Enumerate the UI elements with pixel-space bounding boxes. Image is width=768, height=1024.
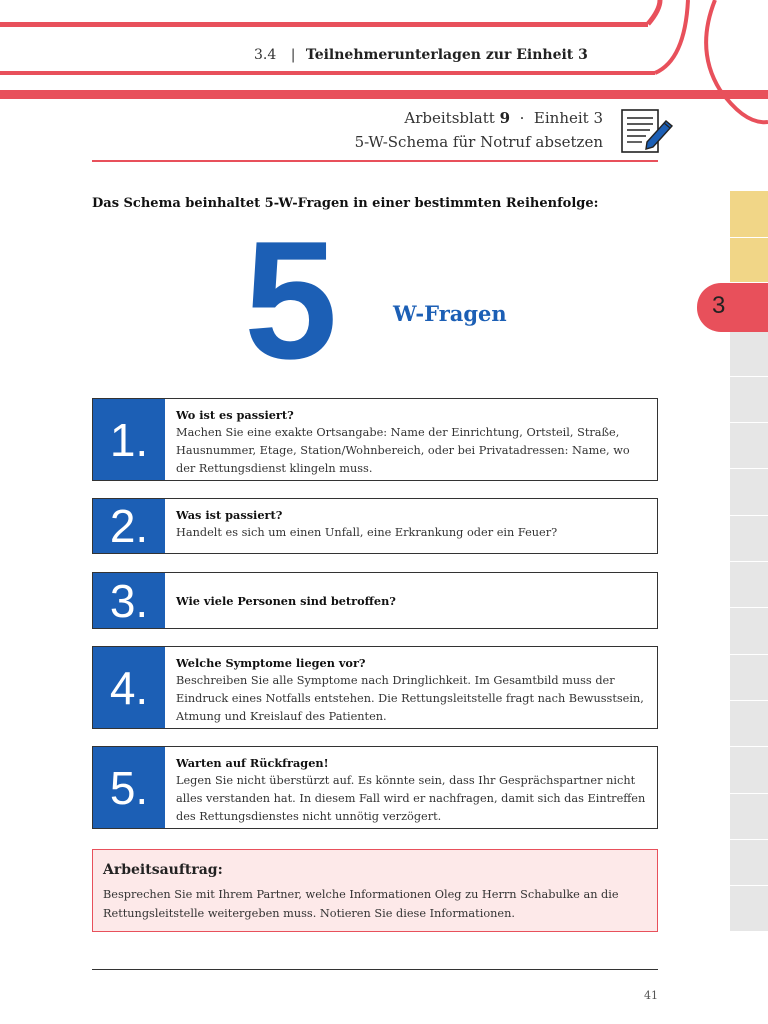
side-tab-11 xyxy=(730,655,768,701)
side-tab-13 xyxy=(730,747,768,794)
side-tab-9 xyxy=(730,562,768,608)
item-text: Legen Sie nicht überstürzt auf. Es könnte sein, dass Ihr Gesprächspartner nicht alles verstanden hat. In diesem Fall wird er nachfragen, damit sich das Eintreffen des Rettungsdienstes nicht unnötig verzögert. xyxy=(176,774,646,823)
w-question-item-5 xyxy=(92,746,658,829)
intro-text: Das Schema beinhaltet 5-W-Fragen in einer bestimmten Reihenfolge: xyxy=(92,196,599,211)
item-content xyxy=(176,754,647,826)
side-tab-15 xyxy=(730,840,768,886)
item-content xyxy=(176,506,647,542)
task-title: Arbeitsauftrag: xyxy=(103,862,223,878)
item-number: 5. xyxy=(93,747,165,828)
worksheet-label xyxy=(404,109,603,127)
chapter-number: 3 xyxy=(712,292,726,319)
worksheet-rule xyxy=(92,160,658,162)
item-number: 2. xyxy=(93,499,165,553)
item-number: 3. xyxy=(93,573,165,628)
item-text: Handelt es sich um einen Unfall, eine Erkrankung oder ein Feuer? xyxy=(176,526,558,539)
page-number: 41 xyxy=(644,989,658,1002)
side-tab-1 xyxy=(730,191,768,238)
w-question-item-4 xyxy=(92,646,658,729)
worksheet-number: 9 xyxy=(499,109,511,127)
item-content xyxy=(176,406,647,478)
side-tab-5 xyxy=(730,377,768,423)
side-tab-2 xyxy=(730,238,768,283)
worksheet-title: 5-W-Schema für Notruf absetzen xyxy=(354,133,603,151)
side-tab-4 xyxy=(730,332,768,377)
item-number: 1. xyxy=(93,399,165,480)
header-separator: | xyxy=(290,47,296,63)
item-question: Wo ist es passiert? xyxy=(176,408,294,422)
item-content xyxy=(176,654,647,726)
task-box xyxy=(92,849,658,932)
item-text: Beschreiben Sie alle Symptome nach Dringlichkeit. Im Gesamtbild muss der Eindruck eines Notfalls entstehen. Die Rettungsleitstelle fragt nach Bewusstsein, Atmung und Kreislauf des Patienten. xyxy=(176,674,644,723)
w-question-item-2 xyxy=(92,498,658,554)
running-header xyxy=(254,47,588,63)
item-question: Was ist passiert? xyxy=(176,508,283,522)
side-tab-6 xyxy=(730,423,768,469)
big-number-five: 5 xyxy=(244,206,338,394)
section-number: 3.4 xyxy=(254,47,277,63)
w-question-item-1 xyxy=(92,398,658,481)
item-question: Warten auf Rückfragen! xyxy=(176,756,329,770)
worksheet-label-text: Arbeitsblatt xyxy=(404,109,495,127)
item-question: Wie viele Personen sind betroffen? xyxy=(176,593,396,608)
item-text: Machen Sie eine exakte Ortsangabe: Name der Einrichtung, Ortsteil, Straße, Hausnummer, Etage, Station/Wohnbereich, oder bei Privatadressen: Name, wo der Rettungsdienst klingeln muss. xyxy=(176,426,630,475)
item-content xyxy=(176,573,647,628)
item-question: Welche Symptome liegen vor? xyxy=(176,656,366,670)
header-rule-middle xyxy=(0,71,655,75)
w-fragen-label: W-Fragen xyxy=(393,301,507,326)
worksheet-unit: Einheit 3 xyxy=(533,109,603,127)
footer-rule xyxy=(92,969,658,970)
section-title: Teilnehmerunterlagen zur Einheit 3 xyxy=(305,47,588,63)
side-tab-10 xyxy=(730,608,768,655)
w-question-item-3 xyxy=(92,572,658,629)
header-rule-top xyxy=(0,22,648,27)
item-number: 4. xyxy=(93,647,165,728)
side-tab-16 xyxy=(730,886,768,932)
chapter-tab xyxy=(697,283,768,332)
side-tab-7 xyxy=(730,469,768,516)
side-tab-8 xyxy=(730,516,768,562)
worksheet-dot: · xyxy=(519,109,525,127)
worksheet-pencil-icon xyxy=(620,108,676,154)
side-tab-14 xyxy=(730,794,768,840)
task-text: Besprechen Sie mit Ihrem Partner, welche Informationen Oleg zu Herrn Schabulke an die Rettungsleitstelle weitergeben muss. Notieren Sie diese Informationen. xyxy=(103,888,619,920)
side-tab-12 xyxy=(730,701,768,747)
